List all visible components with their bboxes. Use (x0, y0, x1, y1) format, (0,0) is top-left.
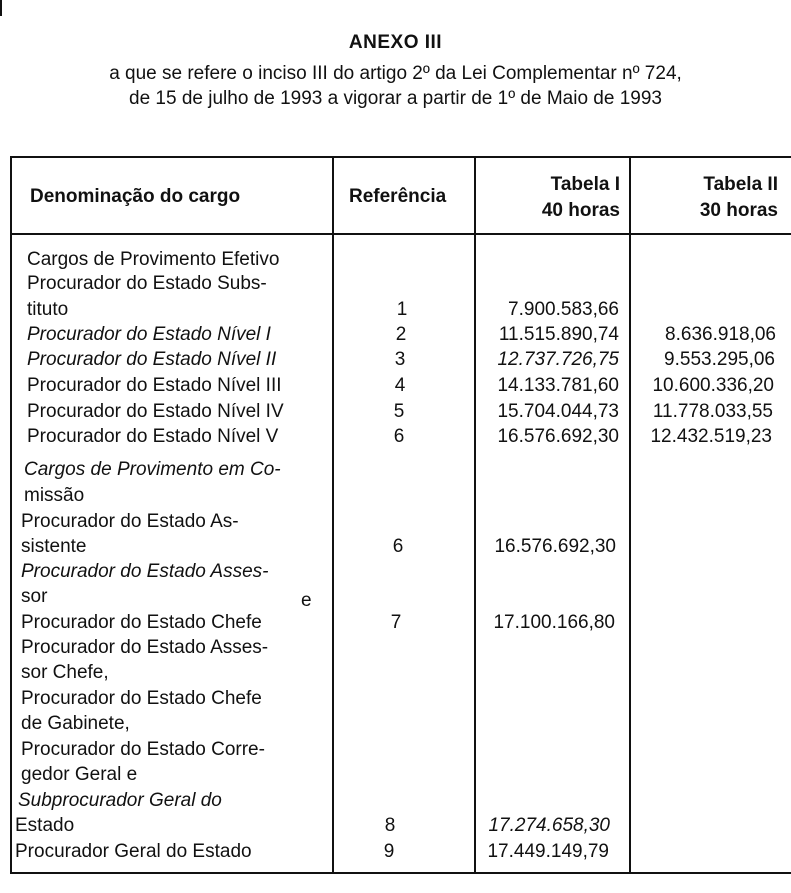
header-divider (10, 233, 791, 235)
tabela-1-value: 7.900.583,66 (508, 299, 619, 320)
tabela-2-hours: 30 horas (699, 200, 778, 221)
reference-value: 7 (390, 612, 402, 633)
tabela-1-value: 17.449.149,79 (487, 841, 609, 862)
column-header-denominacao: Denominação do cargo (30, 186, 241, 207)
reference-value: 1 (396, 299, 408, 320)
row-label: sor (21, 586, 48, 607)
tabela-1-value: 17.274.658,30 (488, 815, 610, 836)
column-divider-2 (474, 156, 476, 874)
document-subtitle-line-2: de 15 de julho de 1993 a vigorar a partir de 1º de Maio de 1993 (129, 88, 662, 109)
row-label: Procurador do Estado Chefe (21, 688, 262, 709)
document-subtitle-line-1: a que se refere o inciso III do artigo 2º da Lei Complementar nº 724, (109, 63, 682, 84)
column-header-tabela-2 (636, 172, 778, 224)
tabela-2-value: 10.600.336,20 (652, 375, 774, 396)
section-heading-efetivo: Cargos de Provimento Efetivo (27, 249, 280, 270)
row-label: Procurador do Estado Subs- (27, 273, 267, 294)
tabela-2-value: 12.432.519,23 (650, 426, 772, 447)
column-header-referencia: Referência (349, 186, 447, 207)
tabela-2-value: 8.636.918,06 (665, 324, 776, 345)
tabela-1-value: 15.704.044,73 (497, 401, 619, 422)
tabela-2-value: 11.778.033,55 (652, 401, 773, 422)
row-label: sor Chefe, (21, 662, 109, 683)
section-heading-comissao-cont: missão (24, 485, 85, 506)
row-label: Procurador do Estado Chefe (21, 612, 262, 633)
row-label: Procurador do Estado Nível IV (27, 401, 284, 422)
column-divider-1 (332, 156, 334, 874)
tabela-1-value: 12.737.726,75 (497, 349, 619, 370)
row-label: Procurador do Estado Nível V (27, 426, 279, 447)
row-label: Procurador do Estado Nível II (27, 349, 277, 370)
column-divider-3 (629, 156, 631, 874)
tabela-1-value: 11.515.890,74 (498, 324, 619, 345)
tabela-1-value: 16.576.692,30 (497, 426, 619, 447)
tabela-2-value: 9.553.295,06 (664, 349, 775, 370)
section-heading-comissao: Cargos de Provimento em Co- (24, 459, 281, 480)
tabela-1-value: 17.100.166,80 (493, 612, 615, 633)
tabela-1-label: Tabela I (550, 174, 620, 195)
row-label: Subprocurador Geral do (18, 790, 222, 811)
reference-value: 5 (393, 401, 405, 422)
reference-value: 4 (394, 375, 406, 396)
row-label: Estado (15, 815, 75, 836)
row-label: Procurador do Estado Nível III (27, 375, 282, 396)
row-label: Procurador do Estado Nível I (27, 324, 271, 345)
tabela-1-value: 14.133.781,60 (497, 375, 619, 396)
row-label-conjunction: e (301, 590, 312, 611)
row-label: tituto (27, 299, 69, 320)
row-label: Procurador do Estado As- (21, 511, 239, 532)
reference-value: 3 (394, 349, 406, 370)
tabela-1-hours: 40 horas (541, 200, 620, 221)
reference-value: 9 (383, 841, 395, 862)
row-label: Procurador Geral do Estado (15, 841, 252, 862)
document-title: ANEXO III (348, 32, 443, 53)
tabela-2-label: Tabela II (703, 174, 778, 195)
page-edge-mark (0, 0, 2, 16)
reference-value: 8 (384, 815, 396, 836)
column-header-tabela-1 (480, 172, 620, 224)
row-label: gedor Geral e (21, 764, 138, 785)
row-label: sistente (21, 536, 87, 557)
row-label: de Gabinete, (21, 713, 130, 734)
reference-value: 6 (393, 426, 405, 447)
tabela-1-value: 16.576.692,30 (494, 536, 616, 557)
row-label: Procurador do Estado Asses- (21, 637, 269, 658)
reference-value: 6 (392, 536, 404, 557)
row-label: Procurador do Estado Asses- (21, 561, 269, 582)
row-label: Procurador do Estado Corre- (21, 739, 265, 760)
reference-value: 2 (395, 324, 407, 345)
